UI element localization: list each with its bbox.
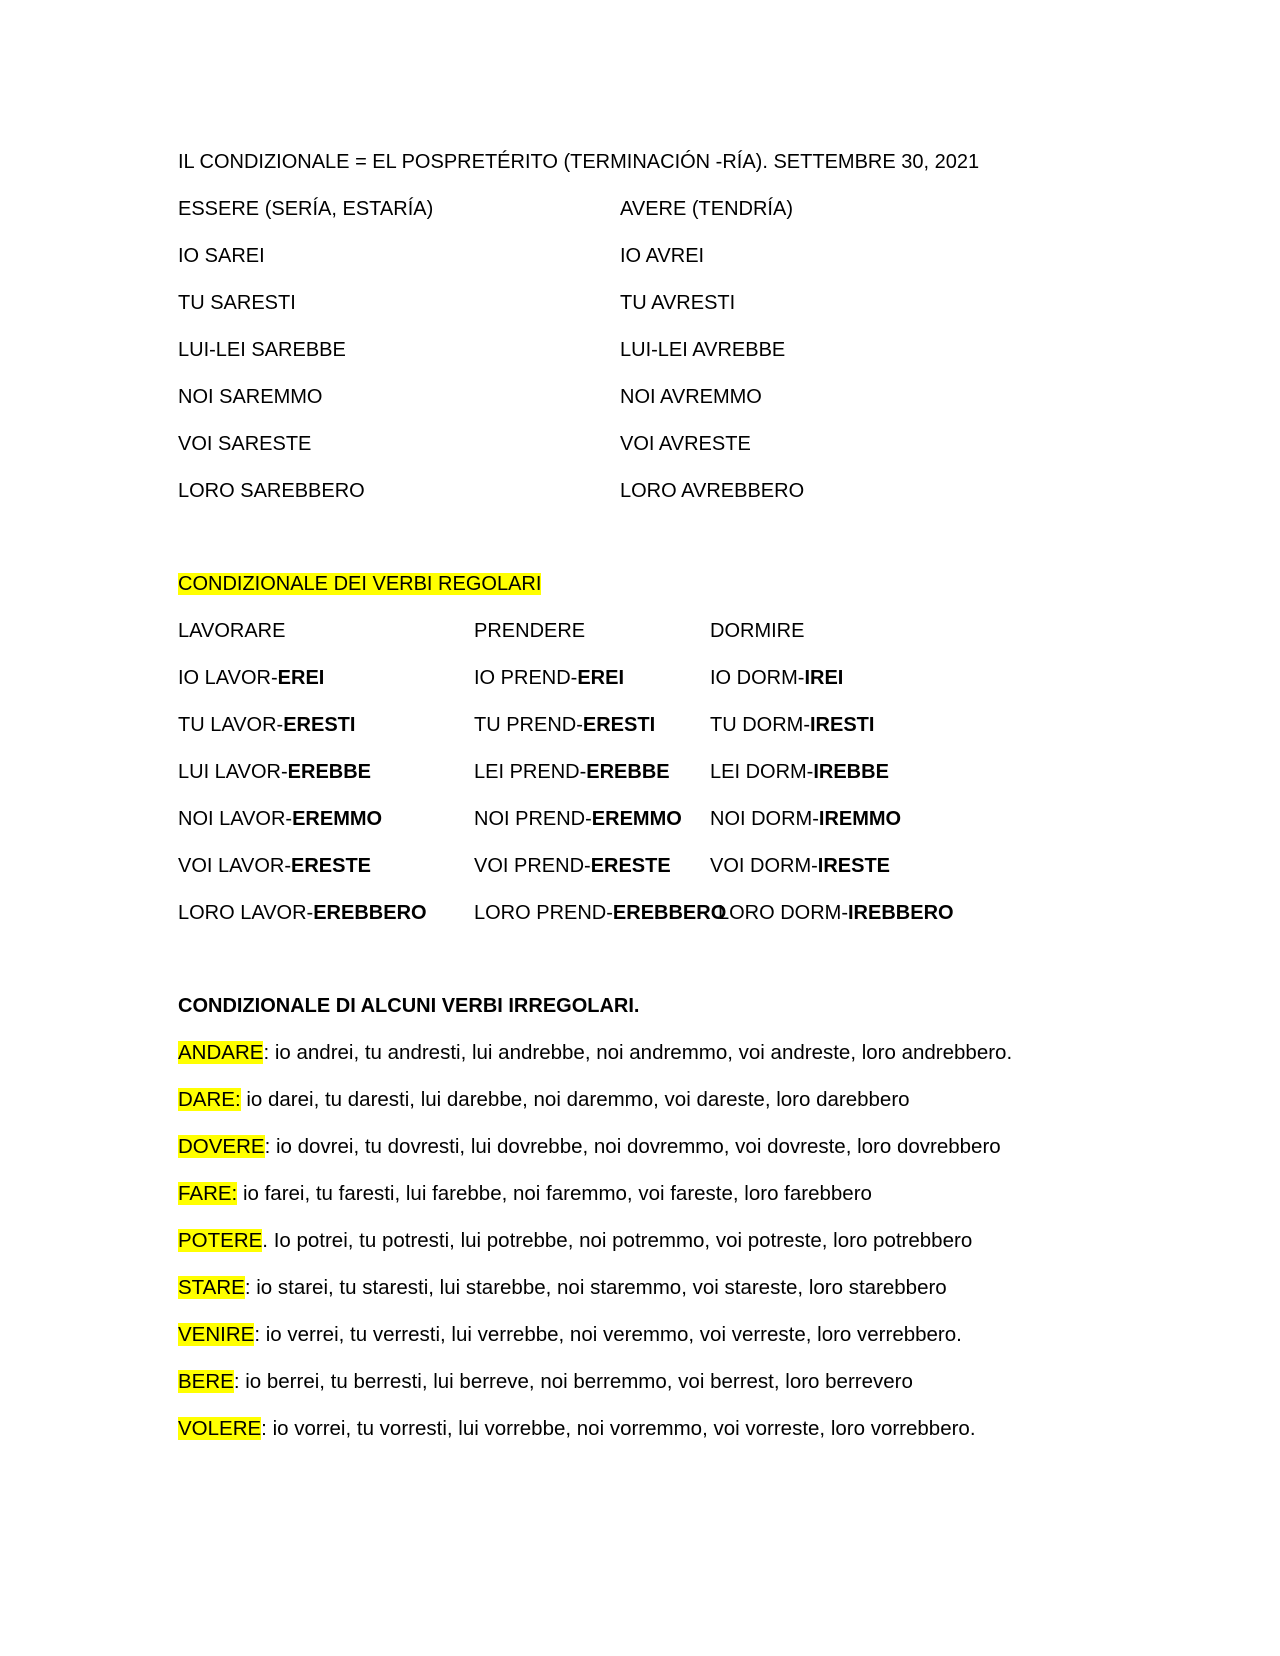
- verb-stem: TU PREND-: [474, 714, 583, 736]
- conjugation-row: [474, 758, 670, 786]
- avere-row: VOI AVRESTE: [620, 433, 751, 455]
- irregular-verb-separator: :: [244, 1276, 251, 1299]
- verb-stem: IO LAVOR-: [178, 667, 278, 689]
- verb-ending: EREMMO: [292, 808, 383, 830]
- irregular-verb-row: [178, 1274, 947, 1302]
- regolari-heading-line: [178, 570, 541, 598]
- irregular-verb-conjugation: io berrei, tu berresti, lui berreve, noi berremmo, voi berrest, loro berrevero: [239, 1370, 913, 1393]
- verb-ending: EREBBE: [287, 761, 372, 783]
- essere-row: LORO SAREBBERO: [178, 480, 365, 502]
- verb-stem: LEI PREND-: [474, 761, 587, 783]
- essere-row: LUI-LEI SAREBBE: [178, 339, 346, 361]
- conjugation-row: [710, 711, 874, 739]
- irregular-verb-name: DOVERE: [178, 1135, 265, 1158]
- irregular-verb-row: [178, 1180, 872, 1208]
- verb-ending: EREI: [577, 667, 625, 689]
- conjugation-row: [178, 664, 324, 692]
- conjugation-row: [474, 711, 655, 739]
- irregular-verb-separator: .: [262, 1229, 268, 1252]
- verb-ending: ERESTI: [283, 714, 356, 736]
- verb-stem: VOI LAVOR-: [178, 855, 291, 877]
- verb-stem: LORO PREND-: [474, 902, 613, 924]
- irregular-verb-name: FARE:: [178, 1182, 238, 1205]
- essere-row: VOI SARESTE: [178, 433, 312, 455]
- irregular-verb-separator: :: [264, 1135, 271, 1158]
- irregular-verb-name: VENIRE: [178, 1323, 255, 1346]
- irregular-verb-name: VOLERE: [178, 1417, 262, 1440]
- verb-stem: TU DORM-: [710, 714, 810, 736]
- verb-stem: LORO DORM-: [718, 902, 848, 924]
- conjugation-row: [718, 899, 954, 927]
- irregular-verb-row: [178, 1415, 976, 1443]
- verb-stem: NOI LAVOR-: [178, 808, 293, 830]
- verb-stem: LUI LAVOR-: [178, 761, 288, 783]
- verb-ending: IREBBE: [813, 761, 889, 783]
- irregolari-heading: CONDIZIONALE DI ALCUNI VERBI IRREGOLARI.: [178, 995, 640, 1017]
- verb-ending: ERESTI: [582, 714, 656, 736]
- verb-column-header: LAVORARE: [178, 620, 286, 642]
- irregular-verb-conjugation: Io potrei, tu potresti, lui potrebbe, noi potremmo, voi potreste, loro potrebbero: [268, 1229, 973, 1252]
- conjugation-row: [178, 758, 371, 786]
- verb-stem: NOI PREND-: [474, 808, 592, 830]
- irregular-verb-name: STARE: [178, 1276, 245, 1299]
- verb-ending: ERESTE: [590, 855, 671, 877]
- irregular-verb-row: [178, 1039, 1012, 1067]
- irregular-verb-row: [178, 1321, 962, 1349]
- irregular-verb-separator: :: [261, 1417, 267, 1440]
- irregular-verb-conjugation: io dovrei, tu dovresti, lui dovrebbe, noi dovremmo, voi dovreste, loro dovrebbero: [270, 1135, 1001, 1158]
- irregular-verb-name: BERE: [178, 1370, 234, 1393]
- avere-header: AVERE (TENDRÍA): [620, 198, 793, 220]
- conjugation-row: [474, 899, 726, 927]
- conjugation-row: [178, 852, 371, 880]
- verb-ending: EREBBERO: [612, 902, 727, 924]
- verb-column-header: DORMIRE: [710, 620, 805, 642]
- avere-row: TU AVRESTI: [620, 292, 736, 314]
- verb-ending: IREMMO: [818, 808, 902, 830]
- irregular-verb-conjugation: io vorrei, tu vorresti, lui vorrebbe, noi vorremmo, voi vorreste, loro vorrebbero.: [266, 1417, 976, 1440]
- essere-row: TU SARESTI: [178, 292, 296, 314]
- verb-stem: NOI DORM-: [710, 808, 819, 830]
- verb-ending: EREBBERO: [313, 902, 427, 924]
- regolari-heading: CONDIZIONALE DEI VERBI REGOLARI: [178, 573, 542, 595]
- avere-row: LORO AVREBBERO: [620, 480, 805, 502]
- verb-ending: EREI: [277, 667, 325, 689]
- verb-ending: IRESTE: [817, 855, 891, 877]
- verb-stem: LORO LAVOR-: [178, 902, 314, 924]
- irregular-verb-separator: :: [254, 1323, 261, 1346]
- verb-stem: IO PREND-: [474, 667, 578, 689]
- conjugation-row: [474, 664, 624, 692]
- essere-header: ESSERE (SERÍA, ESTARÍA): [178, 198, 434, 220]
- conjugation-row: [710, 664, 843, 692]
- verb-ending: IRESTI: [809, 714, 875, 736]
- conjugation-row: [710, 758, 889, 786]
- irregular-verb-conjugation: io farei, tu faresti, lui farebbe, noi faremmo, voi fareste, loro farebbero: [237, 1182, 872, 1205]
- conjugation-row: [178, 805, 382, 833]
- conjugation-row: [710, 852, 890, 880]
- conjugation-row: [178, 899, 427, 927]
- verb-ending: IREI: [804, 667, 844, 689]
- irregular-verb-separator: :: [263, 1041, 270, 1064]
- irregular-verb-conjugation: io verrei, tu verresti, lui verrebbe, noi veremmo, voi verreste, loro verrebbero.: [260, 1323, 962, 1346]
- avere-row: IO AVREI: [620, 245, 705, 267]
- irregular-verb-name: ANDARE: [178, 1041, 264, 1064]
- irregular-verb-row: [178, 1086, 910, 1114]
- irregular-verb-row: [178, 1368, 913, 1396]
- verb-stem: VOI PREND-: [474, 855, 591, 877]
- verb-column-header: PRENDERE: [474, 620, 586, 642]
- conjugation-row: [474, 852, 671, 880]
- conjugation-row: [474, 805, 682, 833]
- irregular-verb-row: [178, 1133, 1001, 1161]
- verb-stem: TU LAVOR-: [178, 714, 284, 736]
- verb-stem: LEI DORM-: [710, 761, 814, 783]
- verb-ending: ERESTE: [291, 855, 372, 877]
- irregular-verb-row: [178, 1227, 972, 1255]
- irregular-verb-conjugation: io andrei, tu andresti, lui andrebbe, noi andremmo, voi andreste, loro andrebbero.: [269, 1041, 1013, 1064]
- verb-stem: VOI DORM-: [710, 855, 818, 877]
- conjugation-row: [710, 805, 901, 833]
- verb-ending: EREMMO: [591, 808, 682, 830]
- irregular-verb-conjugation: io darei, tu daresti, lui darebbe, noi daremmo, voi dareste, loro darebbero: [240, 1088, 910, 1111]
- verb-stem: IO DORM-: [710, 667, 805, 689]
- conjugation-row: [178, 711, 355, 739]
- essere-row: NOI SAREMMO: [178, 386, 323, 408]
- avere-row: LUI-LEI AVREBBE: [620, 339, 786, 361]
- irregular-verb-conjugation: io starei, tu staresti, lui starebbe, noi staremmo, voi stareste, loro starebbero: [250, 1276, 947, 1299]
- avere-row: NOI AVREMMO: [620, 386, 762, 408]
- irregular-verb-name: POTERE: [178, 1229, 263, 1252]
- irregular-verb-name: DARE:: [178, 1088, 241, 1111]
- irregular-verb-separator: :: [233, 1370, 240, 1393]
- verb-ending: EREBBE: [586, 761, 670, 783]
- verb-ending: IREBBERO: [848, 902, 954, 924]
- essere-row: IO SAREI: [178, 245, 265, 267]
- document-title: IL CONDIZIONALE = EL POSPRETÉRITO (TERMINACIÓN -RÍA). SETTEMBRE 30, 2021: [178, 151, 980, 173]
